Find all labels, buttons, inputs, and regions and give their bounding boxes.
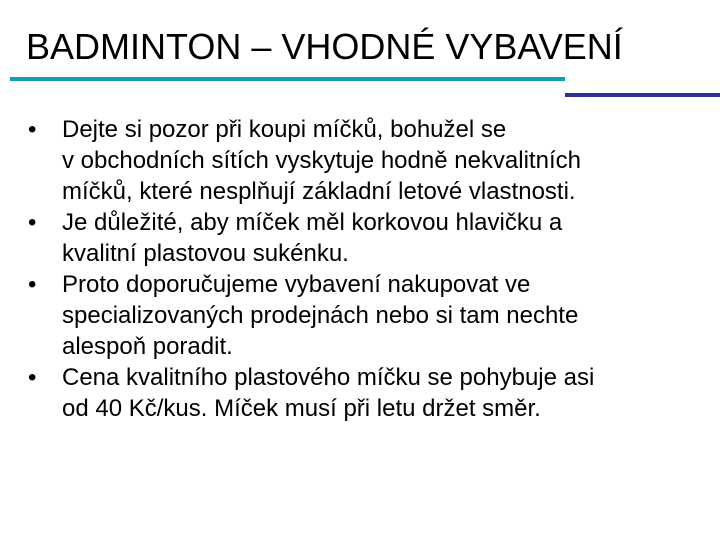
bullet-line: alespoň poradit. [62, 333, 233, 360]
bullet-list [0, 114, 720, 424]
bullet-line: od 40 Kč/kus. Míček musí při letu držet směr. [62, 395, 541, 422]
bullet-item [0, 207, 720, 269]
bullet-line: kvalitní plastovou sukénku. [62, 240, 349, 267]
bullet-item [0, 269, 720, 362]
bullet-item [0, 362, 720, 424]
bullet-line: Cena kvalitního plastového míčku se pohybuje asi [62, 364, 595, 391]
bullet-line: v obchodních sítích vyskytuje hodně nekvalitních [62, 147, 581, 174]
slide-title: BADMINTON – VHODNÉ VYBAVENÍ [26, 26, 623, 67]
bullet-icon: • [28, 116, 37, 143]
bullet-icon: • [28, 364, 37, 391]
bullet-icon: • [28, 209, 37, 236]
title-underline-teal [10, 77, 565, 81]
bullet-line: míčků, které nesplňují základní letové vlastnosti. [62, 178, 576, 205]
bullet-line: Dejte si pozor při koupi míčků, bohužel se [62, 116, 507, 143]
bullet-item [0, 114, 720, 207]
bullet-line: Je důležité, aby míček měl korkovou hlavičku a [62, 209, 563, 236]
bullet-icon: • [28, 271, 37, 298]
title-underline-navy [565, 93, 720, 97]
bullet-line: specializovaných prodejnách nebo si tam nechte [62, 302, 579, 329]
bullet-line: Proto doporučujeme vybavení nakupovat ve [62, 271, 531, 298]
